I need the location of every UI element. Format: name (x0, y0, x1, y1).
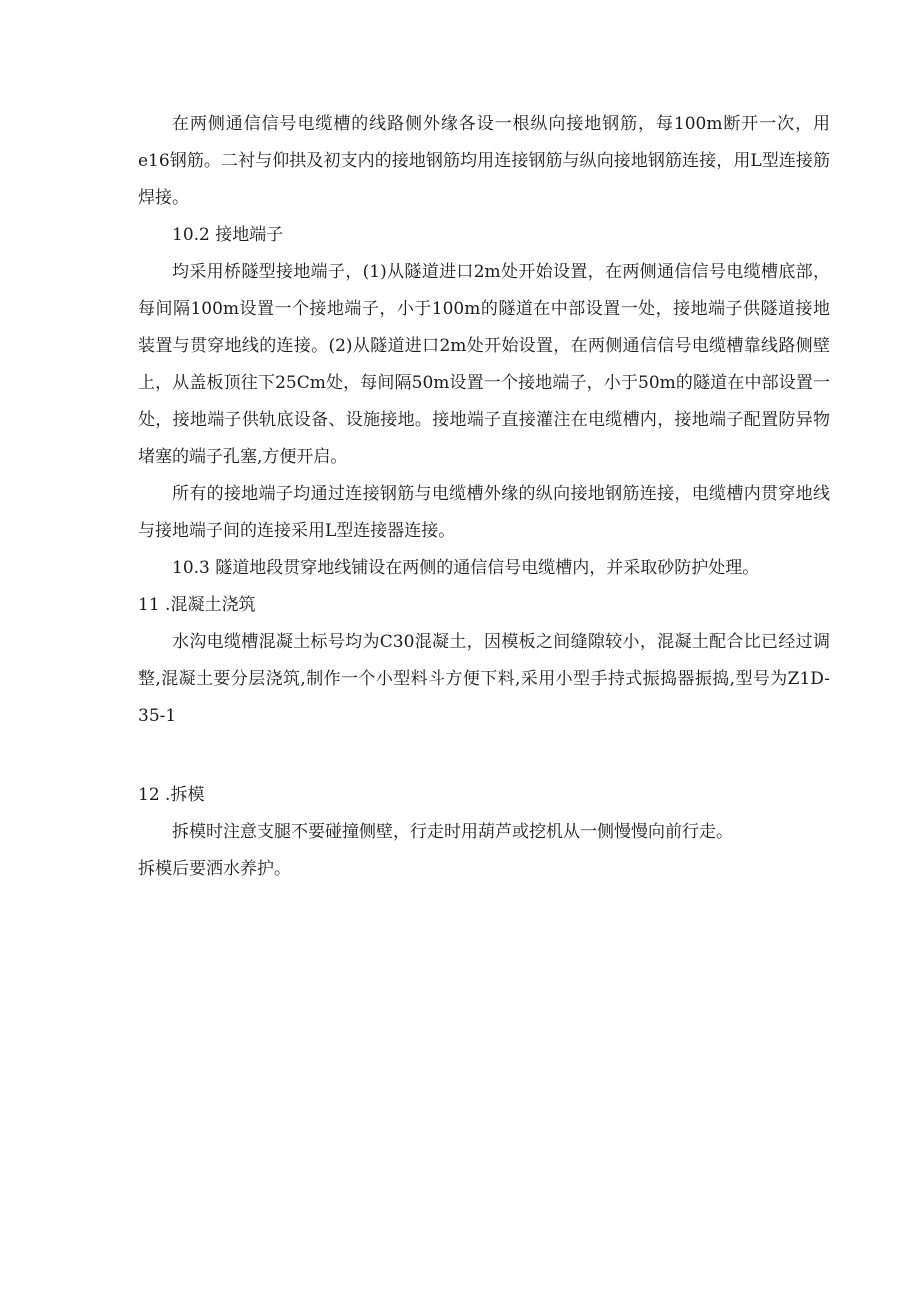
paragraph-grounding-rebar: 在两侧通信信号电缆槽的线路侧外缘各设一根纵向接地钢筋，每100m断开一次，用e16钢筋。二衬与仰拱及初支内的接地钢筋均用连接钢筋与纵向接地钢筋连接，用L型连接筋焊接。 (138, 114, 830, 208)
section-heading-10-2: 10.2 接地端子 (172, 225, 284, 245)
paragraph-concrete-pouring: 水沟电缆槽混凝土标号均为C30混凝土，因模板之间缝隙较小，混凝土配合比已经过调整,混凝土要分层浇筑,制作一个小型料斗方便下料,采用小型手持式振捣器振捣,型号为Z1D-35-1 (138, 632, 830, 726)
section-heading-12: 12 .拆模 (138, 785, 205, 805)
section-heading-11: 11 .混凝土浇筑 (138, 595, 256, 615)
paragraph-formwork-removal: 拆模时注意支腿不要碰撞侧壁，行走时用葫芦或挖机从一侧慢慢向前行走。 (172, 822, 733, 842)
paragraph-section-10-3: 10.3 隧道地段贯穿地线铺设在两侧的通信信号电缆槽内，并采取砂防护处理。 (172, 558, 760, 578)
paragraph-grounding-terminal: 均采用桥隧型接地端子，(1)从隧道进口2m处开始设置，在两侧通信信号电缆槽底部，每间隔100m设置一个接地端子，小于100m的隧道在中部设置一处，接地端子供隧道接地装置与贯穿地线的连接。(2)从隧道进口2m处开始设置，在两侧通信信号电缆槽靠线路侧壁上，从盖板顶往下25Cm处，每间隔50m设置一个接地端子，小于50m的隧道在中部设置一处，接地端子供轨底设备、设施接地。接地端子直接灌注在电缆槽内，接地端子配置防异物堵塞的端子孔塞,方便开启。 (138, 262, 830, 467)
paragraph-terminal-connection: 所有的接地端子均通过连接钢筋与电缆槽外缘的纵向接地钢筋连接，电缆槽内贯穿地线与接地端子间的连接采用L型连接器连接。 (138, 484, 830, 541)
paragraph-curing: 拆模后要洒水养护。 (138, 859, 291, 879)
